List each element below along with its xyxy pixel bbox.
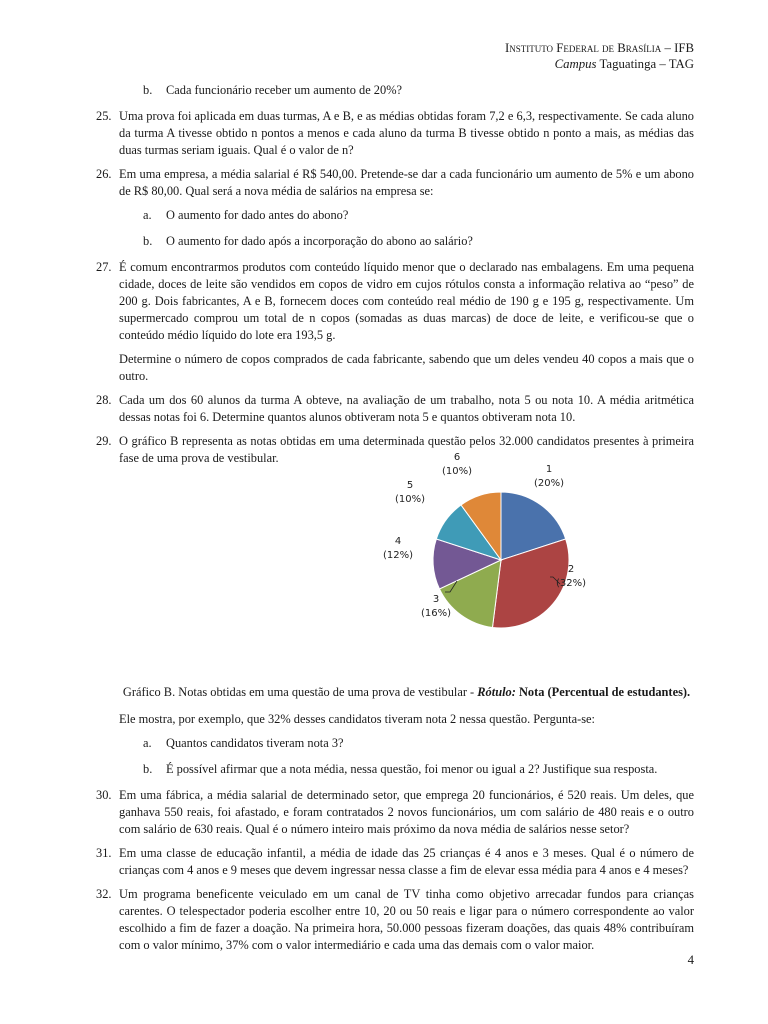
page-header xyxy=(505,40,694,72)
question-29-item-b xyxy=(96,761,694,778)
question-number: 31. xyxy=(96,846,112,860)
campus-location: Taguatinga – TAG xyxy=(596,57,694,71)
pie-label-6: 6 xyxy=(453,452,461,463)
pie-percent-1: (20%) xyxy=(533,478,565,489)
question-text: É comum encontrarmos produtos com conteúdo líquido menor que o declarado nas embalagens. Em uma pequena cidade, doces de leite são vendidos em copos de vidro em cujos rótulos consta a informação relativa ao “peso” de 200 g. Dois fabricantes, A e B, fornecem doces com conteúdo real médio de 190 g e 195 g, respectivamente. Um supermercado comprou um total de n copos (somadas as duas marcas) de doce de leite, e verificou-se que o conteúdo médio líquido do lote era 193,5 g. xyxy=(119,260,694,342)
pie-label-5: 5 xyxy=(406,480,414,491)
question-32 xyxy=(96,886,694,954)
item-text: O aumento for dado antes do abono? xyxy=(166,208,349,222)
question-number: 26. xyxy=(96,167,112,181)
question-27 xyxy=(96,259,694,344)
question-27-followup: Determine o número de copos comprados de cada fabricante, sabendo que um deles vendeu 40 copos a mais que o outro. xyxy=(119,352,694,383)
item-letter: b. xyxy=(143,83,153,97)
caption-bold: Nota (Percentual de estudantes). xyxy=(515,685,691,699)
pie-label-2: 2 xyxy=(567,564,575,575)
question-25 xyxy=(96,108,694,159)
question-26-item-b xyxy=(96,233,694,250)
question-text: O gráfico B representa as notas obtidas em uma determinada questão pelos 32.000 candidatos presentes à primeira fase de uma prova de vestibular. xyxy=(119,434,694,465)
item-text: Quantos candidatos tiveram nota 3? xyxy=(166,736,344,750)
question-number: 27. xyxy=(96,260,112,274)
question-29 xyxy=(96,433,694,467)
item-letter: b. xyxy=(143,762,153,776)
question-24-item-b xyxy=(96,82,694,99)
question-text: Um programa beneficente veiculado em um canal de TV tinha como objetivo arrecadar fundos para crianças carentes. O telespectador poderia escolher entre 10, 20 ou 50 reais e ligar para o número correspondente ao valor escolhido a fim de fazer a doação. Na primeira hora, 50.000 pessoas fizeram doações, das quais 48% contribuíram com o valor mínimo, 37% com o valor intermediário e cada uma das demais com o valor maior. xyxy=(119,887,694,952)
campus-name xyxy=(505,56,694,72)
page-content xyxy=(96,82,694,961)
question-text: Uma prova foi aplicada em duas turmas, A e B, e as médias obtidas foram 7,2 e 6,3, respectivamente. Se cada aluno da turma A tivesse obtido n pontos a menos e cada aluno da turma B tivesse obtido n ponto a mais, as médias das duas turmas seriam iguais. Qual é o valor de n? xyxy=(119,109,694,157)
question-29-item-a xyxy=(96,735,694,752)
question-28 xyxy=(96,392,694,426)
question-text: Em uma empresa, a média salarial é R$ 540,00. Pretende-se dar a cada funcionário um aumento de 5% e um abono de R$ 80,00. Qual será a nova média de salários na empresa se: xyxy=(119,167,694,198)
chart-caption xyxy=(96,684,694,701)
pie-label-1: 1 xyxy=(545,464,553,475)
pie-percent-3: (16%) xyxy=(420,608,452,619)
caption-rotulo: Rótulo: xyxy=(477,685,516,699)
page-number: 4 xyxy=(687,953,694,967)
item-letter: a. xyxy=(143,736,152,750)
pie-label-4: 4 xyxy=(394,536,402,547)
question-30 xyxy=(96,787,694,838)
item-text: É possível afirmar que a nota média, nessa questão, foi menor ou igual a 2? Justifique sua resposta. xyxy=(166,762,658,776)
pie-percent-6: (10%) xyxy=(441,466,473,477)
pie-percent-5: (10%) xyxy=(394,494,426,505)
question-text: Em uma fábrica, a média salarial de determinado setor, que emprega 20 funcionários, é 520 reais. Um deles, que ganhava 550 reais, foi afastado, e foram contratados 2 novos funcionários, um com salário de 480 reais e o outro com salário de 630 reais. Qual é o número inteiro mais próximo da nova média de salários nesse setor? xyxy=(119,788,694,836)
campus-word: Campus xyxy=(554,57,597,71)
question-number: 30. xyxy=(96,788,112,802)
question-31 xyxy=(96,845,694,879)
pie-percent-2: (32%) xyxy=(555,578,587,589)
caption-text: Gráfico B. Notas obtidas em uma questão de uma prova de vestibular - xyxy=(122,685,478,699)
question-26-item-a xyxy=(96,207,694,224)
pie-label-3: 3 xyxy=(432,594,440,605)
question-number: 25. xyxy=(96,109,112,123)
pie-percent-4: (12%) xyxy=(382,550,414,561)
institution-name: Instituto Federal de Brasília – IFB xyxy=(504,41,694,55)
question-text: Cada um dos 60 alunos da turma A obteve, na avaliação de um trabalho, nota 5 ou nota 10. A média aritmética dessas notas foi 6. Determine quantos alunos obtiveram nota 5 e quantos obtiveram nota 10. xyxy=(119,393,694,424)
question-26 xyxy=(96,166,694,200)
item-letter: b. xyxy=(143,234,153,248)
question-number: 29. xyxy=(96,434,112,448)
question-number: 28. xyxy=(96,393,112,407)
item-text: O aumento for dado após a incorporação do abono ao salário? xyxy=(166,234,473,248)
item-letter: a. xyxy=(143,208,152,222)
item-text: Cada funcionário receber um aumento de 20%? xyxy=(166,83,403,97)
question-29-followup: Ele mostra, por exemplo, que 32% desses candidatos tiveram nota 2 nessa questão. Pergunta-se: xyxy=(119,712,595,726)
pie-chart xyxy=(324,452,624,674)
pie-chart-svg xyxy=(324,452,624,674)
question-text: Em uma classe de educação infantil, a média de idade das 25 crianças é 4 anos e 3 meses. Qual é o número de crianças com 4 anos e 9 meses que devem ingressar nessa classe a fim de elevar essa média para 4 anos e 4 meses? xyxy=(119,846,694,877)
question-number: 32. xyxy=(96,887,112,901)
